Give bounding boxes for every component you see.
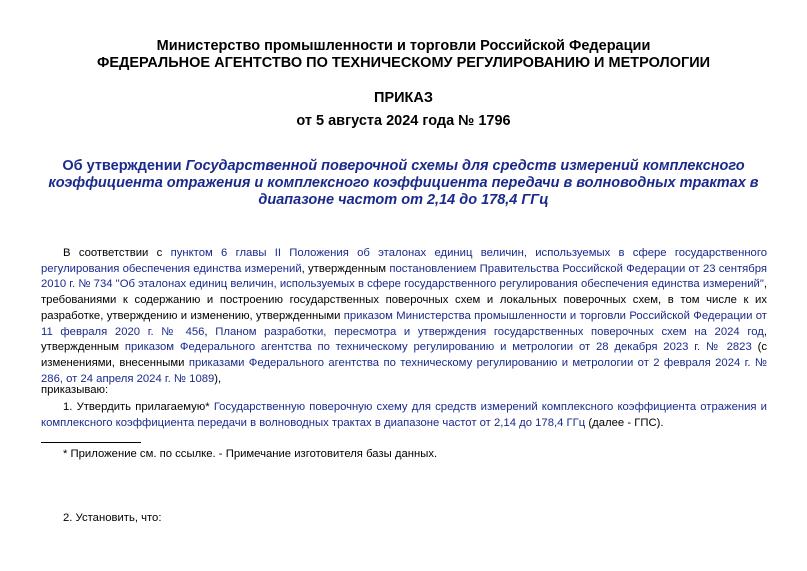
document-type: ПРИКАЗ bbox=[374, 90, 433, 106]
link-regulation-point[interactable]: пунктом 6 главы II Положения об эталонах единиц величин, используемых в сфере государственного регулирования обеспечения единства измерений bbox=[41, 247, 767, 275]
item-2: 2. Установить, что: bbox=[63, 512, 162, 524]
preamble-text: (с изменениями, внесенными bbox=[41, 341, 767, 369]
preamble-text: , утвержденным bbox=[41, 325, 767, 354]
ministry-name: Министерство промышленности и торговли Российской Федерации bbox=[156, 38, 651, 54]
preamble-text: , требованиями к содержанию и построению государственных поверочных схем и локальных поверочных схем, в том числе к их разработке, утверждению и изменению, утвержденными bbox=[41, 278, 767, 322]
document-date-number: от 5 августа 2024 года № 1796 bbox=[296, 113, 511, 129]
link-verification-scheme[interactable]: Государственную поверочную схему для средств измерений комплексного коэффициента отражения и комплексного коэффициента передачи в волноводных трактах в диапазоне частот от 2,14 до 178,4 ГГц bbox=[41, 401, 767, 429]
preamble-text: , утвержденным bbox=[301, 262, 390, 275]
link-minpromtorg-order[interactable]: приказом Министерства промышленности и торговли Российской Федерации от 11 февраля 2020 г. № 456 bbox=[41, 309, 767, 338]
item-1-suffix: (далее - ГПС). bbox=[585, 416, 664, 429]
title-prefix: Об утверждении bbox=[62, 158, 186, 174]
order-word: приказываю: bbox=[41, 384, 109, 396]
title-link[interactable]: Государственной поверочной схемы для средств измерений комплексного коэффициента отражения и комплексного коэффициента передачи в волноводных трактах в диапазоне частот от 2,14 до 178,4 ГГц bbox=[48, 158, 759, 208]
link-government-decree[interactable]: постановлением Правительства Российской Федерации от 23 сентября 2010 г. № 734 "Об эталонах единиц величин, используемых в сфере государственного регулирования обеспечения единства измерений" bbox=[41, 262, 767, 291]
link-amending-orders[interactable]: приказами Федерального агентства по техническому регулированию и метрологии от 2 февраля 2024 г. № 286, от 24 апреля 2024 г. № 1089 bbox=[41, 356, 767, 385]
footnote: * Приложение см. по ссылке. - Примечание изготовителя базы данных. bbox=[63, 448, 438, 460]
link-rosstandart-order[interactable]: приказом Федерального агентства по техническому регулированию и метрологии от 28 декабря 2023 г. № 2823 bbox=[124, 341, 752, 354]
item-1-prefix: 1. Утвердить прилагаемую* bbox=[63, 401, 214, 413]
preamble-text: , bbox=[204, 325, 216, 338]
footnote-divider bbox=[41, 442, 141, 443]
preamble-text: В соответствии с bbox=[63, 247, 171, 259]
link-plan-2024[interactable]: Планом разработки, пересмотра и утверждения государственных поверочных схем на 2024 год bbox=[215, 325, 764, 338]
document-title bbox=[40, 158, 767, 209]
agency-name: ФЕДЕРАЛЬНОЕ АГЕНТСТВО ПО ТЕХНИЧЕСКОМУ РЕГУЛИРОВАНИЮ И МЕТРОЛОГИИ bbox=[96, 55, 711, 71]
preamble bbox=[41, 246, 767, 387]
item-1 bbox=[41, 400, 767, 431]
preamble-text: ), bbox=[214, 372, 222, 385]
